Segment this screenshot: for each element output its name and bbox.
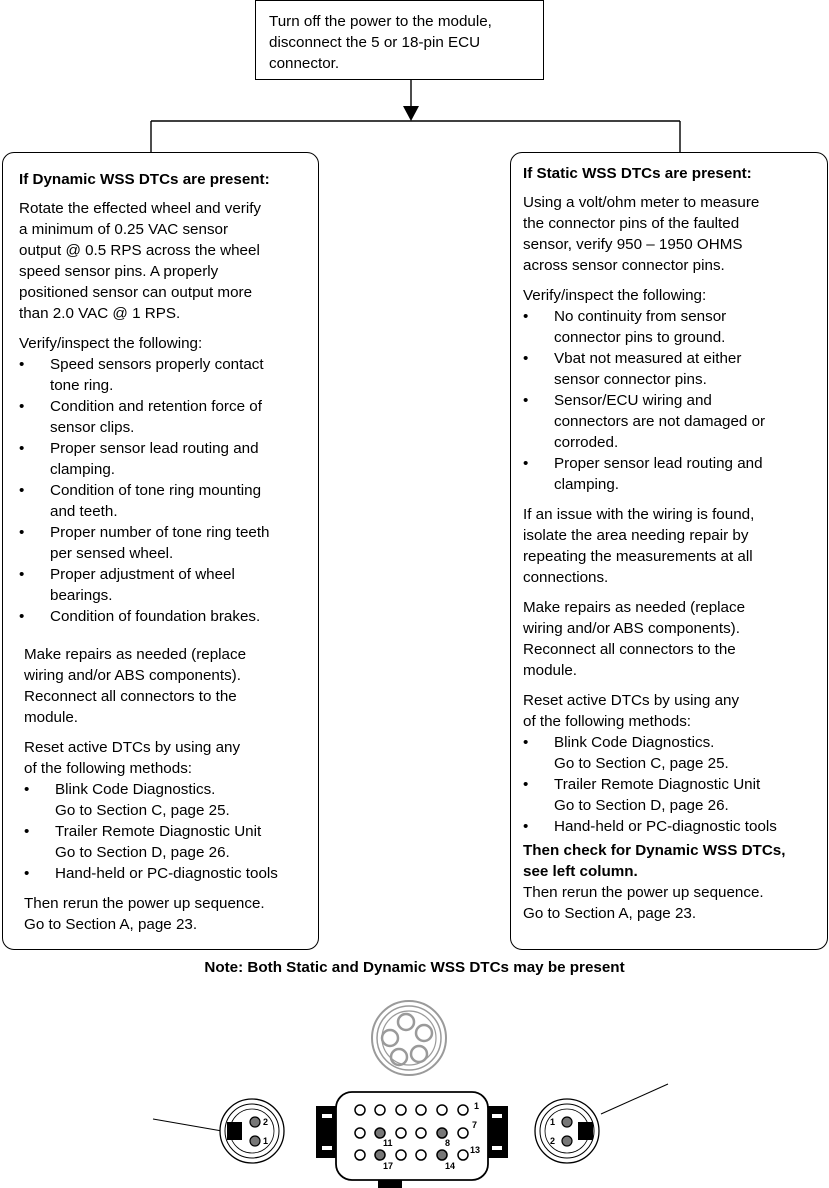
list-item-line: • Trailer Remote Diagnostic Unit [554,776,761,793]
list-item-line: Go to Section C, page 25. [55,802,230,819]
list-item-line: • Proper sensor lead routing and [554,455,763,472]
static-wiring-line: isolate the area needing repair by [523,527,749,544]
five-pin-connector [372,1001,446,1075]
static-intro-line: the connector pins of the faulted [523,215,740,232]
list-item-line: • Condition of foundation brakes. [50,608,261,625]
dynamic-intro-line: speed sensor pins. A properly [19,263,219,280]
static-reset-heading-line: of the following methods: [523,713,692,730]
list-item-line: • Proper number of tone ring teeth [50,524,270,541]
list-item-line: • Proper sensor lead routing and [50,440,259,457]
static-repair-line: Reconnect all connectors to the [523,641,736,658]
dynamic-intro-line: Rotate the effected wheel and verify [19,200,262,217]
list-item-line: • Blink Code Diagnostics. [554,734,715,751]
ecu-pin-14-label: 14 [445,1161,456,1171]
list-item-line: connector pins to ground. [554,329,726,346]
static-final-line: Then rerun the power up sequence. [523,884,764,901]
list-item-line: sensor clips. [50,419,135,436]
dynamic-intro-line: a minimum of 0.25 VAC sensor [19,221,229,238]
ecu-pin-11-label: 11 [383,1138,393,1148]
both-dtcs-note: Note: Both Static and Dynamic WSS DTCs may be present [204,959,625,976]
dynamic-intro-line: output @ 0.5 RPS across the wheel [19,242,260,259]
list-item-line: clamping. [50,461,115,478]
dynamic-reset-heading-line: of the following methods: [24,760,193,777]
static-intro-line: sensor, verify 950 – 1950 OHMS [523,236,743,253]
static-final-line: Go to Section A, page 23. [523,905,697,922]
ecu-pin-17-label: 17 [383,1161,394,1171]
list-item-line: tone ring. [50,377,114,394]
static-repair-line: Make repairs as needed (replace [523,599,746,616]
list-item-line: Go to Section D, page 26. [55,844,230,861]
list-item-line: per sensed wheel. [50,545,174,562]
power-off-line-3: connector. [269,55,340,72]
dynamic-reset-heading-line: Reset active DTCs by using any [24,739,241,756]
right-sensor-connector [535,1084,668,1163]
static-check-dynamic-line: see left column. [523,863,638,880]
list-item-line: connectors are not damaged or [554,413,766,430]
ecu-pin-8-label: 8 [445,1138,451,1148]
static-box-title: If Static WSS DTCs are present: [523,165,752,182]
static-intro-line: Using a volt/ohm meter to measure [523,194,760,211]
left-sensor-pin-2: 2 [263,1117,269,1127]
list-item-line: sensor connector pins. [554,371,707,388]
static-repair-line: wiring and/or ABS components). [523,620,740,637]
dynamic-box-title: If Dynamic WSS DTCs are present: [19,171,270,188]
dynamic-final-line: Then rerun the power up sequence. [24,895,265,912]
dynamic-intro-line: than 2.0 VAC @ 1 RPS. [19,305,181,322]
power-off-line-1: Turn off the power to the module, [269,13,492,30]
list-item-line: • No continuity from sensor [554,308,727,325]
list-item-line: corroded. [554,434,619,451]
list-item-line: • Condition and retention force of [50,398,262,415]
static-wiring-line: connections. [523,569,609,586]
ecu-18-pin-connector [316,1092,508,1188]
list-item-line: • Hand-held or PC-diagnostic tools [55,865,278,882]
static-repair-line: module. [523,662,578,679]
list-item-line: • Sensor/ECU wiring and [554,392,712,409]
dynamic-repair-line: wiring and/or ABS components). [24,667,241,684]
power-off-line-2: disconnect the 5 or 18-pin ECU [269,34,481,51]
static-verify-heading: Verify/inspect the following: [523,287,707,304]
list-item-line: and teeth. [50,503,118,520]
ecu-pin-1-label: 1 [474,1101,480,1111]
list-item-line: bearings. [50,587,113,604]
left-sensor-connector [153,1099,284,1163]
list-item-line: • Hand-held or PC-diagnostic tools [554,818,777,835]
static-wiring-line: If an issue with the wiring is found, [523,506,755,523]
dynamic-repair-line: Make repairs as needed (replace [24,646,247,663]
static-intro-line: across sensor connector pins. [523,257,725,274]
dynamic-intro-line: positioned sensor can output more [19,284,253,301]
list-item-line: • Speed sensors properly contact [50,356,264,373]
static-check-dynamic-line: Then check for Dynamic WSS DTCs, [523,842,786,859]
right-sensor-pin-1: 1 [550,1117,556,1127]
list-item-line: • Blink Code Diagnostics. [55,781,216,798]
list-item-line: Go to Section D, page 26. [554,797,729,814]
ecu-pin-7-label: 7 [472,1120,478,1130]
ecu-pin-13-label: 13 [470,1145,481,1155]
dynamic-repair-line: module. [24,709,79,726]
dynamic-repair-line: Reconnect all connectors to the [24,688,237,705]
list-item-line: Go to Section C, page 25. [554,755,729,772]
left-sensor-pin-1: 1 [263,1136,269,1146]
dynamic-final-line: Go to Section A, page 23. [24,916,198,933]
list-item-line: • Condition of tone ring mounting [50,482,262,499]
list-item-line: • Vbat not measured at either [554,350,742,367]
list-item-line: • Proper adjustment of wheel [50,566,235,583]
list-item-line: clamping. [554,476,619,493]
list-item-line: • Trailer Remote Diagnostic Unit [55,823,262,840]
dynamic-verify-heading: Verify/inspect the following: [19,335,203,352]
right-sensor-pin-2: 2 [550,1136,556,1146]
static-reset-heading-line: Reset active DTCs by using any [523,692,740,709]
static-wiring-line: repeating the measurements at all [523,548,753,565]
